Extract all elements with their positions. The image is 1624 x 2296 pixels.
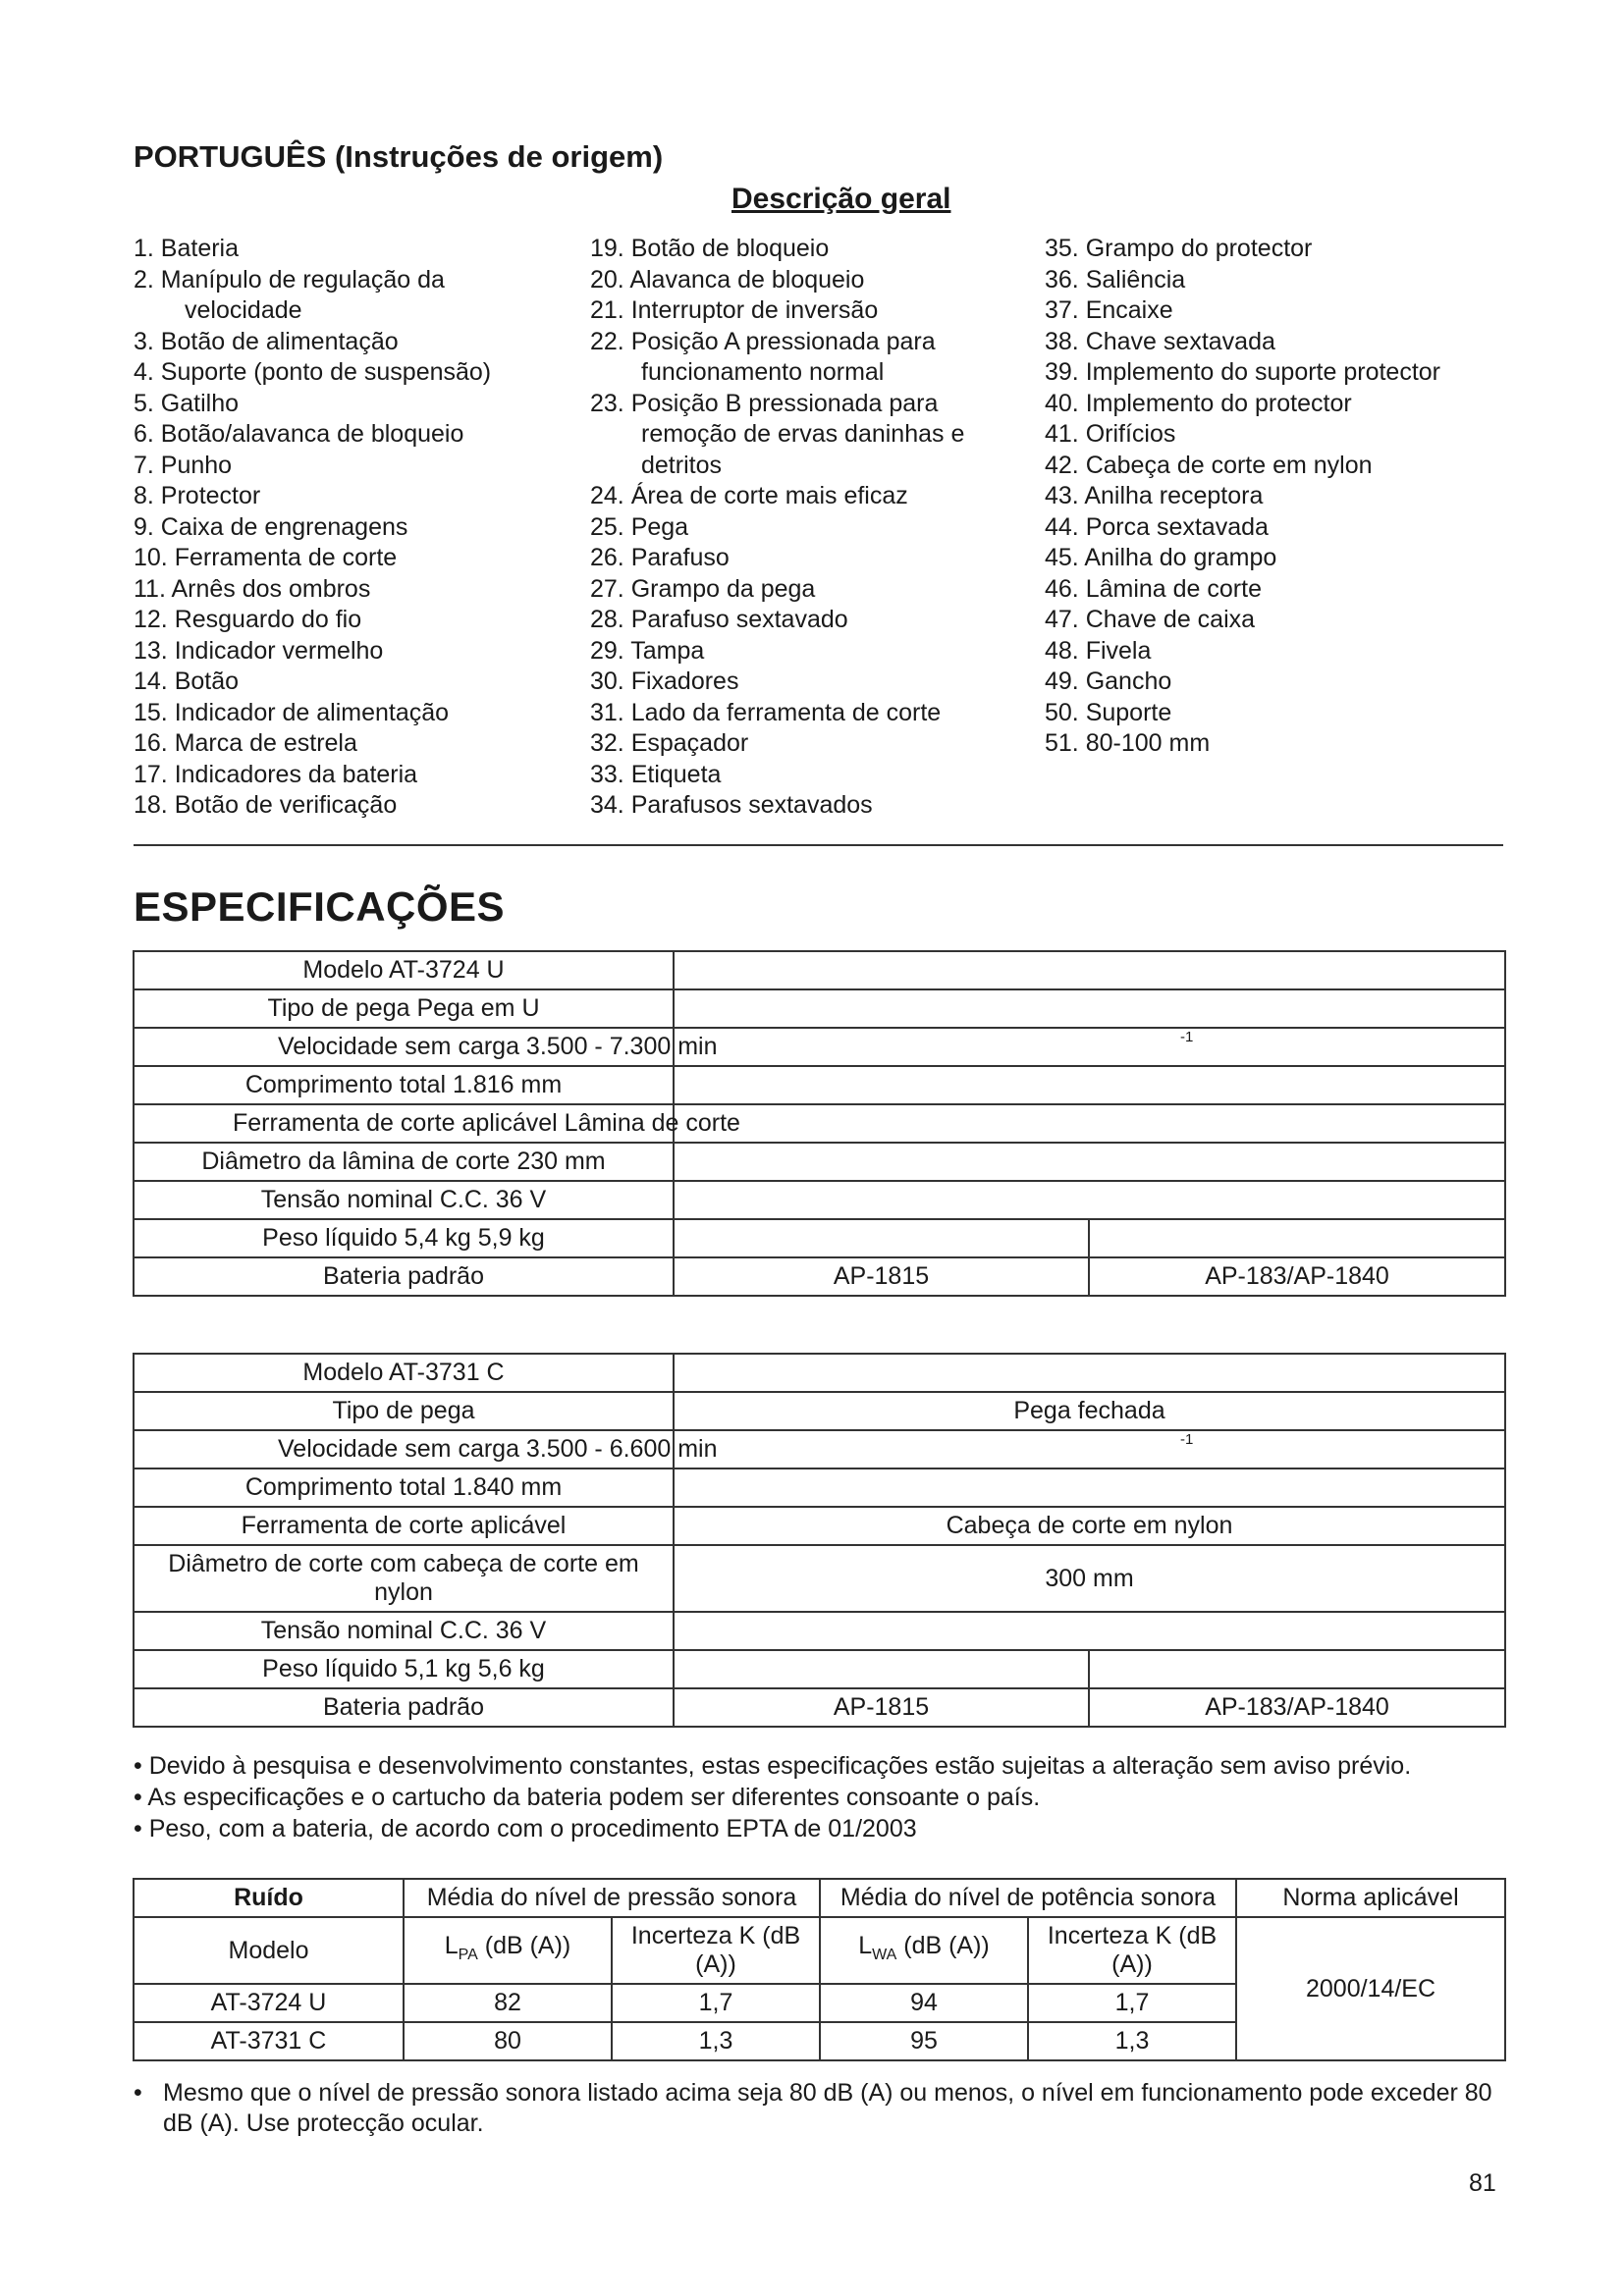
spec-cell: AP-183/AP-1840: [1089, 1257, 1505, 1296]
part-item: 17. Indicadores da bateria: [134, 760, 418, 788]
part-item: 46. Lâmina de corte: [1045, 574, 1262, 603]
spec-cell: Tensão nominal C.C. 36 V: [134, 1612, 674, 1650]
part-item: 35. Grampo do protector: [1045, 235, 1313, 262]
section-title: Descrição geral: [731, 183, 951, 215]
part-item: 47. Chave de caixa: [1045, 606, 1256, 633]
noise-header-pressao: Média do nível de pressão sonora: [404, 1879, 820, 1917]
note-item: • Devido à pesquisa e desenvolvimento constantes, estas especificações estão sujeitas a alteração sem aviso prévio.: [134, 1752, 1412, 1780]
lwa-symbol: L: [858, 1932, 873, 1959]
noise-cell: 94: [820, 1984, 1028, 2022]
spec-cell: AP-183/AP-1840: [1089, 1688, 1505, 1727]
table-row: [134, 1104, 1505, 1143]
spec-cell: [674, 1219, 1089, 1257]
spec-title: ESPECIFICAÇÕES: [134, 883, 506, 930]
part-item: 14. Botão: [134, 667, 240, 695]
noise-cell: 95: [820, 2022, 1028, 2060]
noise-header-norma: Norma aplicável: [1236, 1879, 1505, 1917]
part-item: 50. Suporte: [1045, 698, 1172, 726]
noise-header-lpa: [404, 1917, 612, 1984]
part-item: 9. Caixa de engrenagens: [134, 512, 408, 541]
part-item: 42. Cabeça de corte em nylon: [1045, 451, 1373, 479]
spec-cell: Modelo AT-3731 C: [134, 1354, 674, 1392]
part-item: 51. 80-100 mm: [1045, 729, 1211, 757]
parts-list-col2: [590, 234, 1012, 822]
part-item: 27. Grampo da pega: [590, 574, 816, 603]
parts-list-col3: [1045, 234, 1506, 760]
part-item: 12. Resguardo do fio: [134, 606, 362, 633]
page-number: 81: [1469, 2169, 1496, 2197]
page-header: PORTUGUÊS (Instruções de origem): [134, 139, 664, 174]
spec-cell: Cabeça de corte em nylon: [674, 1507, 1505, 1545]
part-item: 33. Etiqueta: [590, 760, 722, 788]
spec-table-at3724u: [133, 950, 1506, 1297]
noise-cell: 80: [404, 2022, 612, 2060]
spec-cell: Modelo AT-3724 U: [134, 951, 674, 989]
spec-cell: Tipo de pega Pega em U: [134, 989, 674, 1028]
spec-cell: [674, 1066, 1505, 1104]
bullet: •: [134, 2079, 142, 2107]
part-item: 32. Espaçador: [590, 729, 749, 757]
spec-cell: Velocidade sem carga 3.500 - 7.300 min: [134, 1028, 674, 1066]
part-item: 34. Parafusos sextavados: [590, 791, 873, 819]
part-item: 19. Botão de bloqueio: [590, 235, 830, 262]
table-row: [134, 1430, 1505, 1468]
spec-cell: Bateria padrão: [134, 1688, 674, 1727]
table-row: [134, 1507, 1505, 1545]
part-item: 36. Saliência: [1045, 265, 1186, 294]
spec-superscript: -1: [674, 1430, 1505, 1468]
spec-cell: Diâmetro da lâmina de corte 230 mm: [134, 1143, 674, 1181]
part-item: 49. Gancho: [1045, 667, 1172, 695]
lpa-subscript: PA: [458, 1947, 478, 1963]
spec-cell: Bateria padrão: [134, 1257, 674, 1296]
part-item: 22. Posição A pressionada para funcionamento normal: [590, 327, 936, 386]
noise-norma-value: 2000/14/EC: [1236, 1917, 1505, 2060]
spec-cell: AP-1815: [674, 1257, 1089, 1296]
spec-cell: [1089, 1219, 1505, 1257]
part-item: 7. Punho: [134, 451, 233, 479]
part-item: 21. Interruptor de inversão: [590, 296, 879, 324]
noise-cell: 1,3: [612, 2022, 820, 2060]
part-item: 6. Botão/alavanca de bloqueio: [134, 420, 464, 448]
part-item: 23. Posição B pressionada para remoção de ervas daninhas e detritos: [590, 389, 965, 479]
part-item: 3. Botão de alimentação: [134, 327, 399, 355]
spec-cell: Comprimento total 1.840 mm: [134, 1468, 674, 1507]
part-item: 24. Área de corte mais eficaz: [590, 482, 908, 509]
table-row: [134, 1392, 1505, 1430]
part-item: 5. Gatilho: [134, 389, 240, 417]
spec-cell: Tensão nominal C.C. 36 V: [134, 1181, 674, 1219]
lwa-subscript: WA: [872, 1947, 897, 1963]
table-row: [134, 1181, 1505, 1219]
noise-cell: 1,7: [1028, 1984, 1236, 2022]
part-item: 44. Porca sextavada: [1045, 512, 1269, 541]
part-item: 45. Anilha do grampo: [1045, 544, 1277, 571]
part-item: 2. Manípulo de regulação da velocidade: [134, 265, 445, 324]
spec-cell: [674, 1468, 1505, 1507]
lwa-unit: (dB (A)): [896, 1932, 990, 1959]
part-item: 10. Ferramenta de corte: [134, 544, 398, 571]
part-item: 16. Marca de estrela: [134, 729, 357, 757]
spec-cell: [674, 1354, 1505, 1392]
note-item: • Peso, com a bateria, de acordo com o procedimento EPTA de 01/2003: [134, 1815, 917, 1842]
part-item: 37. Encaixe: [1045, 296, 1173, 324]
note-item: • As especificações e o cartucho da bateria podem ser diferentes consoante o país.: [134, 1784, 1041, 1811]
table-row: [134, 1612, 1505, 1650]
noise-header-incerteza: Incerteza K (dB (A)): [1028, 1917, 1236, 1984]
spec-cell: [674, 951, 1505, 989]
spec-cell: Velocidade sem carga 3.500 - 6.600 min: [134, 1430, 674, 1468]
noise-header-ruido: Ruído: [134, 1879, 404, 1917]
spec-cell: Pega fechada: [674, 1392, 1505, 1430]
spec-table-at3731c: [133, 1353, 1506, 1728]
part-item: 31. Lado da ferramenta de corte: [590, 698, 942, 726]
noise-cell: 82: [404, 1984, 612, 2022]
part-item: 43. Anilha receptora: [1045, 482, 1264, 509]
spec-cell: 300 mm: [674, 1545, 1505, 1612]
part-item: 48. Fivela: [1045, 636, 1152, 665]
part-item: 18. Botão de verificação: [134, 791, 398, 819]
noise-header-incerteza: Incerteza K (dB (A)): [612, 1917, 820, 1984]
noise-cell: 1,7: [612, 1984, 820, 2022]
part-item: 29. Tampa: [590, 636, 705, 665]
noise-cell: AT-3731 C: [134, 2022, 404, 2060]
spec-cell: Ferramenta de corte aplicável Lâmina de corte: [134, 1104, 674, 1143]
spec-cell: [674, 989, 1505, 1028]
table-row: [134, 951, 1505, 989]
table-row: [134, 1468, 1505, 1507]
parts-list-col1: [134, 234, 556, 822]
spec-cell: Peso líquido 5,4 kg 5,9 kg: [134, 1219, 674, 1257]
spec-cell: [674, 1143, 1505, 1181]
spec-notes: [134, 1750, 1508, 1844]
spec-cell: AP-1815: [674, 1688, 1089, 1727]
spec-cell: [1089, 1650, 1505, 1688]
noise-cell: 1,3: [1028, 2022, 1236, 2060]
table-row: [134, 1143, 1505, 1181]
spec-cell: [674, 1181, 1505, 1219]
footnote-text: Mesmo que o nível de pressão sonora listado acima seja 80 dB (A) ou menos, o nível em funcionamento pode exceder 80 dB (A). Use protecção ocular.: [163, 2079, 1492, 2137]
noise-table: [133, 1878, 1506, 2061]
noise-header-modelo: Modelo: [134, 1917, 404, 1984]
table-row: [134, 1688, 1505, 1727]
part-item: 13. Indicador vermelho: [134, 636, 384, 665]
part-item: 4. Suporte (ponto de suspensão): [134, 358, 492, 386]
table-row: [134, 1219, 1505, 1257]
spec-cell: Comprimento total 1.816 mm: [134, 1066, 674, 1104]
part-item: 1. Bateria: [134, 235, 240, 262]
table-row: [134, 1354, 1505, 1392]
noise-header-lwa: [820, 1917, 1028, 1984]
section-divider: [134, 844, 1503, 846]
table-row: [134, 1257, 1505, 1296]
table-row: [134, 1917, 1505, 1984]
part-item: 26. Parafuso: [590, 544, 730, 571]
part-item: 38. Chave sextavada: [1045, 327, 1275, 355]
spec-cell: [674, 1104, 1505, 1143]
part-item: 30. Fixadores: [590, 667, 739, 695]
part-item: 40. Implemento do protector: [1045, 389, 1352, 417]
part-item: 11. Arnês dos ombros: [134, 574, 371, 603]
noise-cell: AT-3724 U: [134, 1984, 404, 2022]
table-row: [134, 989, 1505, 1028]
table-row: [134, 1066, 1505, 1104]
lpa-symbol: L: [444, 1932, 459, 1959]
table-row: [134, 1028, 1505, 1066]
part-item: 20. Alavanca de bloqueio: [590, 265, 865, 294]
spec-cell: Ferramenta de corte aplicável: [134, 1507, 674, 1545]
part-item: 28. Parafuso sextavado: [590, 606, 848, 633]
part-item: 15. Indicador de alimentação: [134, 698, 450, 726]
spec-superscript: -1: [674, 1028, 1505, 1066]
lpa-unit: (dB (A)): [477, 1932, 571, 1959]
spec-cell: Tipo de pega: [134, 1392, 674, 1430]
table-row: [134, 1545, 1505, 1612]
noise-header-potencia: Média do nível de potência sonora: [820, 1879, 1236, 1917]
spec-cell: [674, 1612, 1505, 1650]
part-item: 25. Pega: [590, 512, 689, 541]
part-item: 41. Orifícios: [1045, 420, 1176, 448]
table-row: [134, 1650, 1505, 1688]
noise-footnote: [134, 2078, 1508, 2139]
spec-cell: Peso líquido 5,1 kg 5,6 kg: [134, 1650, 674, 1688]
spec-cell: [674, 1650, 1089, 1688]
table-row: [134, 1879, 1505, 1917]
spec-cell: Diâmetro de corte com cabeça de corte em nylon: [134, 1545, 674, 1612]
part-item: 39. Implemento do suporte protector: [1045, 358, 1441, 386]
part-item: 8. Protector: [134, 482, 261, 509]
